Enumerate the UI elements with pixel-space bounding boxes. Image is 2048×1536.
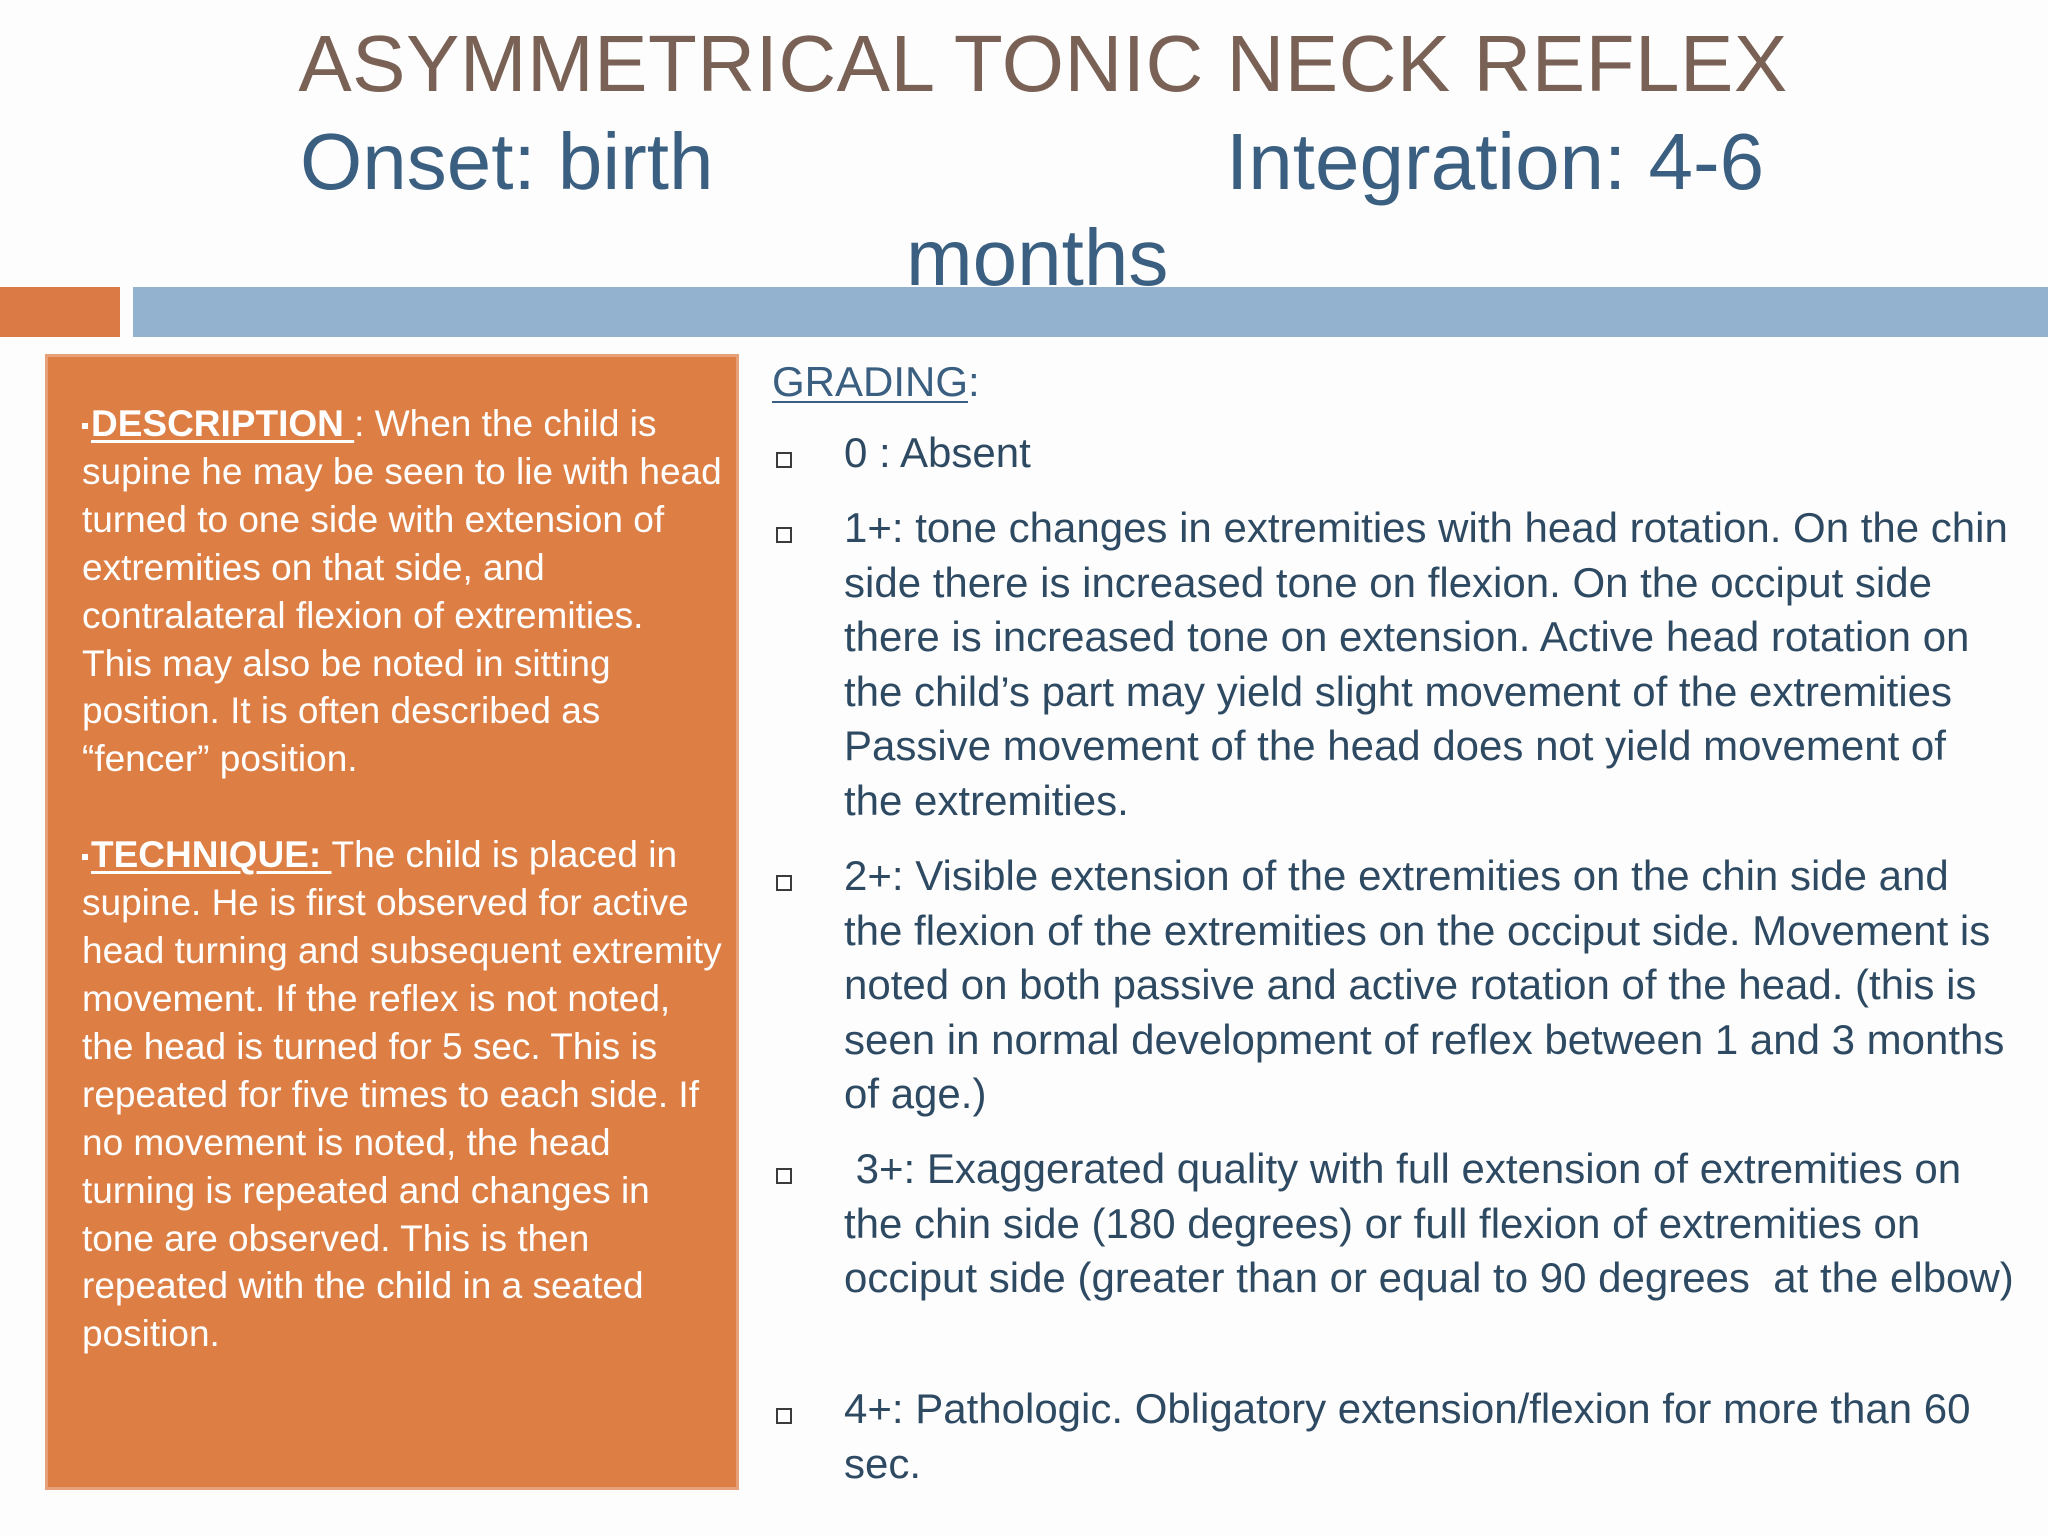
integration-label: Integration: 4-6	[1226, 117, 1765, 206]
checkbox-bullet-icon	[776, 875, 792, 891]
grade-text: 1+: tone changes in extremities with head rotation. On the chin side there is increased tone on flexion. On the occiput side there is increased tone on extension. Active head rotation on the child’s part may yield slight movement of the extremities Passive movement of the head does not yield movement of the extremities.	[844, 504, 2008, 824]
bullet-square-icon	[82, 423, 88, 429]
technique-paragraph	[82, 831, 722, 1358]
grading-heading	[772, 354, 980, 410]
accent-bar-orange	[0, 287, 120, 337]
checkbox-bullet-icon	[776, 1168, 792, 1184]
grading-heading-word: GRADING	[772, 358, 969, 405]
description-panel-text	[82, 400, 722, 1358]
grade-text: 0 : Absent	[844, 429, 1031, 476]
grading-heading-colon: :	[968, 358, 980, 405]
description-label: DESCRIPTION	[91, 403, 355, 444]
bullet-square-icon	[82, 854, 88, 860]
integration-months: months	[906, 213, 1169, 302]
grade-text: 3+: Exaggerated quality with full extension of extremities on the chin side (180 degrees) or full flexion of extremities on occiput side (greater than or equal to 90 degrees at the elbow)	[844, 1145, 2014, 1301]
grade-text: 2+: Visible extension of the extremities on the chin side and the flexion of the extremities on the occiput side. Movement is noted on both passive and active rotation of the head. (this is seen in normal development of reflex between 1 and 3 months of age.)	[844, 852, 2005, 1117]
slide-title: ASYMMETRICAL TONIC NECK REFLEX	[298, 19, 1788, 108]
technique-text: The child is placed in supine. He is first observed for active head turning and subsequent extremity movement. If the reflex is not noted, the head is turned for 5 sec. This is repeated for five times to each side. If no movement is noted, the head turning is repeated and changes in tone are observed. This is then repeated with the child in a seated position.	[82, 834, 722, 1355]
technique-label: TECHNIQUE:	[91, 834, 332, 876]
onset-label: Onset: birth	[300, 117, 714, 206]
checkbox-bullet-icon	[776, 452, 792, 468]
grade-text: 4+: Pathologic. Obligatory extension/flexion for more than 60 sec.	[844, 1385, 1971, 1487]
description-text: : When the child is supine he may be seen to lie with head turned to one side with extension of extremities on that side, and contralateral flexion of extremities. This may also be noted in sitting position. It is often described as “fencer” position.	[82, 403, 722, 780]
checkbox-bullet-icon	[776, 1408, 792, 1424]
checkbox-bullet-icon	[776, 527, 792, 543]
description-paragraph	[82, 400, 722, 783]
